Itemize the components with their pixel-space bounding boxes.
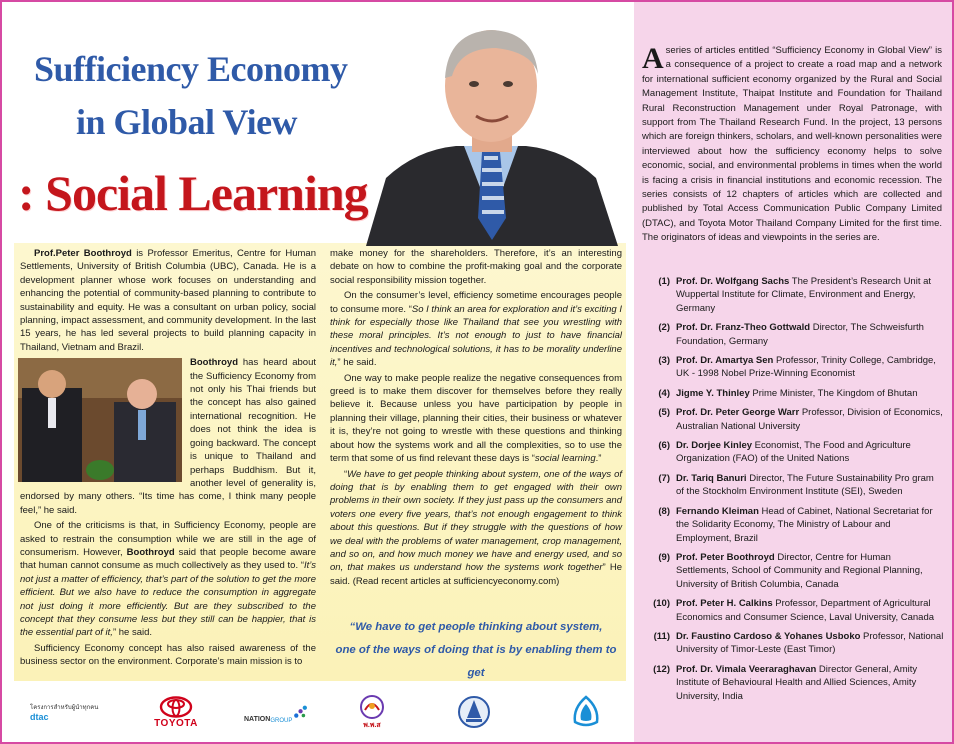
contributor-role: Economist, The Food and Agriculture Organization (FAO) of the United Nations: [676, 440, 911, 465]
interview-photo: [18, 358, 182, 482]
contributor-name: Prof. Dr. Vimala Veeraraghavan: [676, 663, 817, 675]
paragraph-7: One way to make people realize the negative consequences from greed is to make them discover for themselves before they really believe it. Because unless you have participation by people in planning their village, planning their cities, their business or whatever it is, they’re not going to wrestle with these questions and thinking about how the systems work and all the complexities, so to use the term that some of us find relevant these days is “social learning.”: [330, 372, 622, 465]
contributor-item: [642, 275, 944, 315]
article-column-2: [330, 247, 622, 590]
contributor-number: (3): [658, 355, 670, 367]
contributor-text: [676, 321, 944, 348]
drop-cap: A: [642, 42, 664, 75]
contributor-text: [676, 472, 944, 499]
contributor-item: [642, 387, 944, 400]
author-name: Prof.Peter Boothroyd: [34, 248, 132, 259]
contributor-text: [676, 505, 944, 545]
series-panel: [634, 2, 952, 742]
rdp-emblem-icon: [359, 694, 385, 720]
contributor-item: [642, 354, 944, 381]
paragraph-8: “We have to get people thinking about system, one of the ways of doing that is by enabling them to get engaged with their own problems in their own society. If they just pass up the consumers and voters one every five years, that’s not enough engagement to think about this questions. But if they struggle with the questions of how we deal with the problems of water management, crop management, and so on, and how much money we have and energy used, and so on, that makes us understand how the systems work together” He said. (Read recent articles at sufficiencyeconomy.com): [330, 468, 622, 587]
title-line-2: in Global View: [76, 102, 298, 142]
contributor-name: Prof. Peter Boothroyd: [676, 551, 775, 563]
contributor-name: Jigme Y. Thinley: [676, 387, 750, 399]
contributor-item: [642, 321, 944, 348]
contributor-role: Director, The Future Sustainability Pro gram of the Stockholm Environment Institute (SEI), Sweden: [676, 472, 934, 498]
contributor-name: Dr. Dorjee Kinley: [676, 440, 753, 452]
contributor-role: Professor, National University of Timor-Leste (East Timor): [676, 630, 944, 656]
contributor-number: (2): [658, 322, 670, 334]
contributor-item: [642, 630, 944, 657]
contributor-name: Fernando Kleiman: [676, 505, 759, 517]
contributor-number: (11): [653, 630, 670, 642]
contributor-name: Prof. Dr. Franz-Theo Gottwald: [676, 322, 811, 334]
contributor-name: Prof. Peter H. Calkins: [676, 598, 773, 610]
toyota-logo: TOYOTA: [148, 691, 204, 733]
article-column-1: [20, 247, 316, 671]
contributor-text: [676, 406, 944, 433]
contributor-role: Professor, Division of Economics, Australian National University: [676, 407, 943, 432]
contributor-role: Professor, Department of Agricultural Economics and Consumer Science, Laval University, Canada: [676, 598, 935, 623]
nation-dots-icon: [292, 701, 308, 723]
title-line-1: Sufficiency Economy: [34, 49, 348, 89]
nation-group-logo: NATION GROUP: [244, 691, 308, 733]
contributor-name: Prof. Dr. Amartya Sen: [676, 355, 774, 367]
contributor-role: Director General, Amity Institute of Behavioural Health and Allied Sciences, Amity University, India: [676, 663, 918, 702]
series-intro: A series of articles entitled “Sufficiency Economy in Global View” is a consequence of a project to create a road map and a network for international sufficient economy organized by the Rural and Social Management Institute, Thaipat Institute and Foundation for Thailand Rural Reconstruction Management under Royal Patronage, with support from The Thailand Research Fund. In the project, 13 persons which are foreign thinkers, scholars, and well-known personalities were interviewed about how the sufficiency economy helps to solve economic, social, and environmental problems in times when the world is facing a crisis in financial institutions and economic recession. The series consists of 12 chapters of articles which are collected and published by Total Access Communication Public Company Limited (DTAC), and Toyota Motor Thailand Company Limited for the first time. The originators of ideas and viewpoints in the series are.: [642, 42, 942, 244]
paragraph-4: Sufficiency Economy concept has also raised awareness of the business sector on the environment. Corporate’s main mission is to: [20, 642, 316, 668]
contributor-role: The President’s Research Unit at Wuppertal Institute for Climate, Environment and Energy, Germany: [676, 276, 932, 314]
contributors-list: [642, 275, 944, 709]
sponsor-bar: [14, 685, 630, 738]
contributor-text: [676, 439, 944, 466]
paragraph-6: On the consumer’s level, efficiency sometime encourages people to consume more. “So I think an area for exploration and it’s exciting I think for especially those like Thailand that see you wrestling with these moral principles. It’s not enough to just to have financial incentives and technological solutions, it has to be morality underline it,” he said.: [330, 290, 622, 369]
institute-seal-icon: [457, 694, 491, 730]
contributor-role: Professor, Trinity College, Cambridge, UK - 1998 Nobel Prize-Winning Economist: [676, 355, 936, 380]
contributor-text: [676, 387, 944, 400]
rural-institute-logo: [454, 691, 494, 733]
intro-paragraph: Prof.Peter Boothroyd is Professor Emeritus, Centre for Human Settlements, University of British Columbia (UBC), Canada. He is a development planner whose work focuses on understanding and enhancing the potential of community-based planning to contribute to sustainability and equity. He was a consultant on urban policy, social planning, impact assessment, and community development. In the last 15 years, he has led several projects to build planning capacity in Thailand, Vietnam and Brazil.: [20, 248, 316, 353]
paragraph-5: make money for the shareholders. Therefore, it’s an interesting debate on how to combine the profit-making goal and the corporate social responsibility mission together.: [330, 248, 622, 286]
contributor-role: Director, Centre for Human Settlements, School of Community and Regional Planning, University of British Columbia, Canada: [676, 551, 923, 590]
toyota-emblem-icon: [159, 696, 193, 718]
contributor-number: (7): [658, 472, 670, 484]
contributor-text: [676, 597, 944, 624]
contributor-number: (6): [658, 440, 670, 452]
contributor-number: (10): [653, 598, 670, 610]
contributor-text: [676, 551, 944, 591]
contributor-item: [642, 439, 944, 466]
contributor-text: [676, 630, 944, 657]
contributor-role: Head of Cabinet, National Secretariat for the Solidarity Economy, The Ministry of Labour and Employment, Brazil: [676, 505, 933, 544]
contributor-role: Prime Minister, The Kingdom of Bhutan: [749, 387, 918, 399]
contributor-text: [676, 275, 944, 315]
contributor-number: (4): [658, 387, 670, 399]
contributor-name: Prof. Dr. Wolfgang Sachs: [676, 276, 790, 287]
rdp-logo: พ.พ.ส: [354, 691, 390, 733]
contributor-name: Prof. Dr. Peter George Warr: [676, 407, 800, 419]
contributor-item: [642, 406, 944, 433]
contributor-item: [642, 472, 944, 499]
contributor-item: [642, 505, 944, 545]
title-line-3: : Social Learning: [18, 165, 368, 221]
contributor-number: (5): [658, 407, 670, 419]
portrait-photo: [356, 18, 626, 246]
contributor-text: [676, 663, 944, 703]
paragraph-3: One of the criticisms is that, in Sufficiency Economy, people are asked to restrain the consumption while we are still in the age of consumerism. However, Boothroyd said that people become aware that human cannot consume as much collectively as they used to. “It’s not just a matter of efficiency, that’s part of the solution to get the more efficient. But we also have to reduce the consumption in aggregate not just doing it more efficiently. But are they subscribed to the concept that they consume less but they still can be happier, that is the essential part of it,” he said.: [20, 520, 316, 639]
dtac-logo: โครงการสำหรับผู้นำทุกคน dtac: [30, 705, 99, 722]
contributor-item: [642, 551, 944, 591]
contributor-name: Dr. Tariq Banuri: [676, 472, 747, 484]
contributor-number: (9): [658, 551, 670, 563]
contributor-number: (8): [658, 505, 670, 517]
contributor-name: Dr. Faustino Cardoso & Yohanes Usboko: [676, 630, 861, 642]
contributor-text: [676, 354, 944, 381]
pull-quote: “We have to get people thinking about system, one of the ways of doing that is by enabling them to get: [335, 621, 617, 679]
thaipat-logo: [566, 691, 606, 733]
paragraph-2: Boothroyd has heard about the Sufficiency Economy from not only his Thai friends but the concept has also gained international recognition. He does not think the idea is going backward. The concept is unique to Thailand and perhaps Buddhism. But it, another level of generality is, endorsed by many others. “Its time has come, I think many people feel,” he said.: [20, 357, 316, 516]
contributor-number: (1): [658, 276, 670, 287]
contributor-role: Director, The Schweisfurth Foundation, Germany: [676, 322, 924, 347]
contributor-number: (12): [653, 663, 670, 675]
thaipat-emblem-icon: [569, 694, 603, 730]
contributor-item: [642, 663, 944, 703]
contributor-item: [642, 597, 944, 624]
